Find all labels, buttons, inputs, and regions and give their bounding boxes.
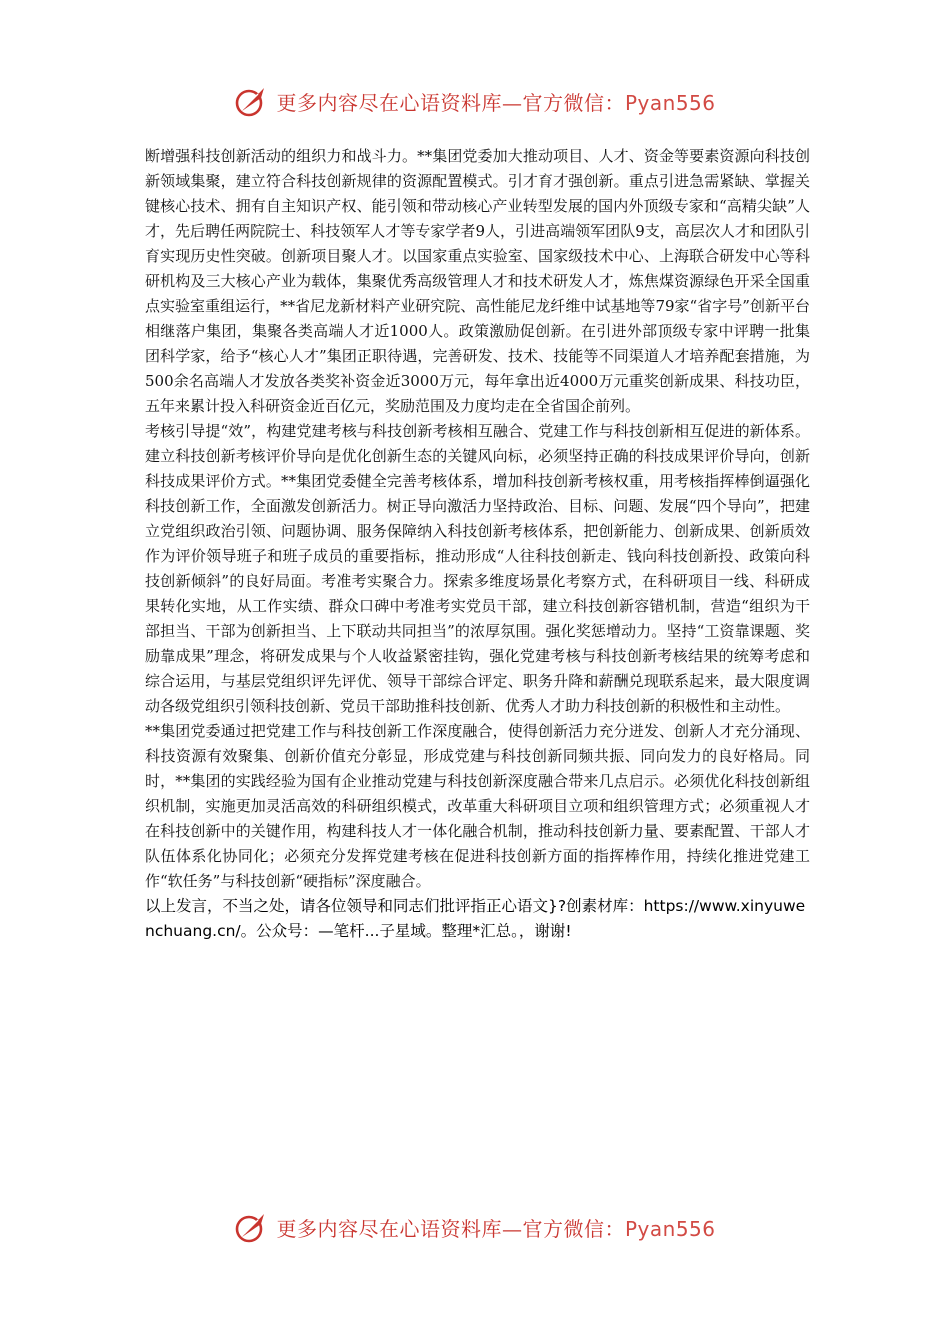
watermark-text xyxy=(276,1213,715,1242)
watermark-wechat-id: Pyan556 xyxy=(624,90,716,115)
document-body xyxy=(145,144,810,944)
body-paragraph-1: 断增强科技创新活动的组织力和战斗力。**集团党委加大推动项目、人才、资金等要素资源向科技创新领域集聚，建立符合科技创新规律的资源配置模式。引才育才强创新。重点引进急需紧缺、掌握关键核心技术、拥有自主知识产权、能引领和带动核心产业转型发展的国内外顶级专家和“高精尖缺”人才，先后聘任两院院士、科技领军人才等专家学者9人，引进高端领军团队9支，高层次人才和团队引育实现历史性突破。创新项目聚人才。以国家重点实验室、国家级技术中心、上海联合研发中心等科研机构及三大核心产业为载体，集聚优秀高级管理人才和技术研发人才，炼焦煤资源绿色开采全国重点实验室重组运行，**省尼龙新材料产业研究院、高性能尼龙纤维中试基地等79家“省字号”创新平台相继落户集团，集聚各类高端人才近1000人。政策激励促创新。在引进外部顶级专家中评聘一批集团科学家，给予“核心人才”集团正职待遇，完善研发、技术、技能等不同渠道人才培养配套措施，为500余名高端人才发放各类奖补资金近3000万元，每年拿出近4000万元重奖创新成果、科技功臣，五年来累计投入科研资金近百亿元，奖励范围及力度均走在全省国企前列。 xyxy=(145,147,810,415)
watermark-text-cn: 更多内容尽在心语资料库—官方微信： xyxy=(276,1216,625,1241)
footer-watermark-banner xyxy=(0,1210,950,1244)
closing-remarks: 以上发言，不当之处，请各位领导和同志们批评指正心语文}?创素材库：https://www.xinyuwenchuang.cn/。公众号：—笔杆...子星域。整理*汇总。，谢谢! xyxy=(145,897,806,940)
quill-logo-icon xyxy=(234,1210,268,1244)
watermark-text-cn: 更多内容尽在心语资料库—官方微信： xyxy=(276,90,625,115)
watermark-text xyxy=(276,87,715,116)
header-watermark-banner xyxy=(0,84,950,118)
body-paragraph-3: **集团党委通过把党建工作与科技创新工作深度融合，使得创新活力充分迸发、创新人才充分涌现、科技资源有效聚集、创新价值充分彰显，形成党建与科技创新同频共振、同向发力的良好格局。同时，**集团的实践经验为国有企业推动党建与科技创新深度融合带来几点启示。必须优化科技创新组织机制，实施更加灵活高效的科研组织模式，改革重大科研项目立项和组织管理方式；必须重视人才在科技创新中的关键作用，构建科技人才一体化融合机制，推动科技创新力量、要素配置、干部人才队伍体系化协同化；必须充分发挥党建考核在促进科技创新方面的指挥棒作用，持续化推进党建工作“软任务”与科技创新“硬指标”深度融合。 xyxy=(145,722,810,890)
watermark-wechat-id: Pyan556 xyxy=(624,1216,716,1241)
body-paragraph-2: 考核引导提“效”，构建党建考核与科技创新考核相互融合、党建工作与科技创新相互促进的新体系。建立科技创新考核评价导向是优化创新生态的关键风向标，必须坚持正确的科技成果评价导向，创新科技成果评价方式。**集团党委健全完善考核体系，增加科技创新考核权重，用考核指挥棒倒逼强化科技创新工作，全面激发创新活力。树正导向激活力坚持政治、目标、问题、发展“四个导向”，把建立党组织政治引领、问题协调、服务保障纳入科技创新考核体系，把创新能力、创新成果、创新质效作为评价领导班子和班子成员的重要指标，推动形成“人往科技创新走、钱向科技创新投、政策向科技创新倾斜”的良好局面。考准考实聚合力。探索多维度场景化考察方式，在科研项目一线、科研成果转化实地，从工作实绩、群众口碑中考准考实党员干部，建立科技创新容错机制，营造“组织为干部担当、干部为创新担当、上下联动共同担当”的浓厚氛围。强化奖惩增动力。坚持“工资靠课题、奖励靠成果”理念，将研发成果与个人收益紧密挂钩，强化党建考核与科技创新考核结果的统筹考虑和综合运用，与基层党组织评先评优、领导干部综合评定、职务升降和薪酬兑现联系起来，最大限度调动各级党组织引领科技创新、党员干部助推科技创新、优秀人才助力科技创新的积极性和主动性。 xyxy=(145,422,810,715)
quill-logo-icon xyxy=(234,84,268,118)
